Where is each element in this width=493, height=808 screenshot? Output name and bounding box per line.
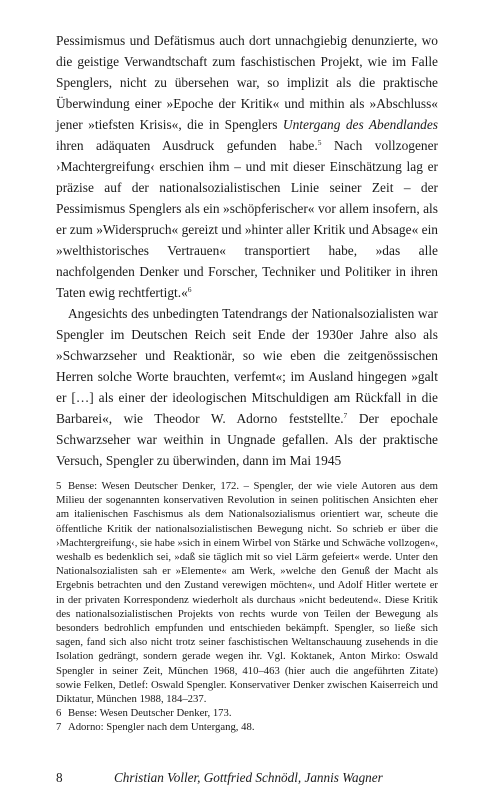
paragraph-1-text: Pessimismus und Defätismus auch dort unnachgiebig denunzierte, wo die geistige Verwandtschaft zum faschistischen Projekt, wie im Falle Spenglers, nicht zu übersehen war, so implizit als die praktische Überwindung einer »Epoche der Kritik« und mithin als »Abschluss« jener »tiefsten Krisis«, die in Spenglers: [56, 33, 438, 132]
footnote-ref-7[interactable]: 7: [343, 411, 348, 420]
footnote-number: 5: [56, 480, 62, 492]
paragraph-1: [56, 30, 438, 303]
paragraph-1-text-2: ihren adäquaten Ausdruck gefunden habe.: [56, 138, 318, 153]
footnotes: [56, 479, 438, 735]
main-text: [56, 30, 438, 471]
page-number: 8: [56, 770, 63, 785]
page-footer: [56, 770, 438, 786]
footnote-text: Adorno: Spengler nach dem Untergang, 48.: [68, 721, 255, 734]
page-content: [56, 30, 438, 735]
footnote-7: [56, 720, 438, 734]
footnote-separator: [56, 471, 438, 479]
footnote-ref-5[interactable]: 5: [317, 138, 322, 147]
paragraph-2-text: Angesichts des unbedingten Tatendrangs der Nationalsozialisten war Spengler im Deutschen Reich seit Ende der 1930er Jahre also als »Schwarzseher und Reaktionär, so wie eben die zeitgenössischen Herren solche Worte brauchten, verfemt«; im Ausland hingegen »galt er […] als einer der ideologischen Mitschuldigen am Rückfall in die Barbarei«, wie Theodor W. Adorno feststellte.: [56, 306, 438, 426]
book-title: Untergang des Abendlandes: [282, 117, 439, 132]
paragraph-2-text-2: Der epochale Schwarzseher war weithin in Ungnade gefallen. Als der praktische Versuch, Spengler zu überwinden, dann im Mai 1945: [56, 411, 438, 468]
paragraph-2: [56, 303, 438, 471]
footnote-6: [56, 706, 438, 720]
paragraph-1-text-3: Nach vollzogener ›Machtergreifung‹ erschien ihm – und mit dieser Einschätzung lag er präzise auf der nationalsozialistischen Linie seiner Zeit – der Pessimismus Spenglers als ein »schöpferischer« vor allem insofern, als er zum »Widerspruch« gereizt und »hinter aller Kritik und Absage« ein »welthistorisches Vertrauen« transportiert habe, »das alle nachfolgenden Denker und Forscher, Techniker und Politiker in ihren Taten ewig rechtfertigt.«: [56, 138, 439, 300]
footnote-number: 7: [56, 721, 62, 734]
footnote-number: 6: [56, 707, 62, 720]
footnote-5: [56, 479, 438, 706]
footnote-text: Bense: Wesen Deutscher Denker, 173.: [68, 707, 232, 720]
footnote-ref-6[interactable]: 6: [187, 285, 192, 294]
footer-authors: Christian Voller, Gottfried Schnödl, Jannis Wagner: [114, 770, 383, 785]
footnote-text: Bense: Wesen Deutscher Denker, 172. – Spengler, der wie viele Autoren aus dem Milieu der sogenannten konservativen Revolution in seinen politischen Ansichten eher am italienischen Faschismus als dem Nationalsozialismus orientiert war, scheute die öffentliche Kritik der nationalsozialistischen Bewegung nicht. So schrieb er über die ›Machtergreifung‹, sie habe »sich in einem Wirbel von Stärke und Schwäche vollzogen«, weshalb es bedenklich sei, »daß sie täglich mit so viel Lärm gefeiert« werde. Unter den Nationalsozialisten sah er »Elemente« am Werk, »welche den Genuß der Macht als Ergebnis betrachten und den Zustand verewigen möchten«, und Adolf Hitler wertete er in der privaten Korrespondenz wiederholt als durchaus »nicht bedeutend«. Diese Kritik des nationalsozialistischen Projekts von rechts wurde von Teilen der Bewegung als besonders bedrohlich empfunden und entschieden bekämpft. Spengler, so ließe sich sagen, fand sich also nicht trotz seiner faschistischen Weltanschauung zusehends in die Isolation gedrängt, sondern gerade wegen ihr. Vgl. Koktanek, Anton Mirko: Oswald Spengler in seiner Zeit, München 1968, 410–463 (hier auch die angeführten Zitate) sowie Felken, Detlef: Oswald Spengler. Konservativer Denker zwischen Kaiserreich und Diktatur, München 1988, 184–237.: [56, 480, 438, 706]
